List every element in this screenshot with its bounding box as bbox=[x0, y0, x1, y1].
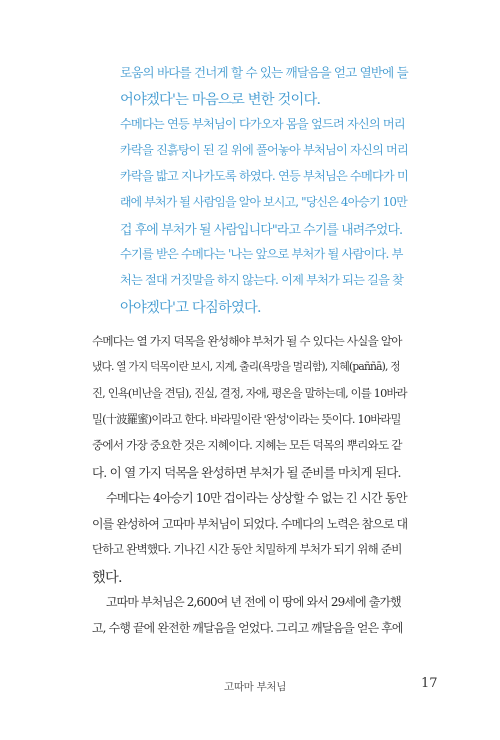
body-line-12: 고, 수행 끝에 완전한 깨달음을 얻었다. 그리고 깨달음을 얻은 후에 bbox=[92, 621, 403, 635]
body-line-4: 밀(十波羅蜜)이라고 한다. 바라밀이란 '완성'이라는 뜻이다. 10바라밀 bbox=[92, 413, 401, 426]
body-line-3: 진, 인욕(비난을 견딤), 진실, 결정, 자애, 평온을 말하는데, 이를 10바라 bbox=[92, 387, 407, 400]
blue-line-7: 겁 후에 부처가 될 사람입니다"라고 수기를 내려주었다. bbox=[120, 223, 403, 238]
blue-line-2: 어야겠다'는 마음으로 변한 것이다. bbox=[120, 92, 321, 108]
blue-line-5: 카락을 밟고 지나가도록 하였다. 연등 부처님은 수메다가 미 bbox=[120, 169, 408, 183]
page-number: 17 bbox=[421, 676, 438, 691]
blue-line-8: 수기를 받은 수메다는 '나는 앞으로 부처가 될 사람이다. 부 bbox=[120, 247, 403, 261]
blue-line-9: 처는 절대 거짓말을 하지 않는다. 이제 부처가 되는 길을 찾 bbox=[120, 273, 404, 287]
body-line-8: 이를 완성하여 고따마 부처님이 되었다. 수메다의 노력은 참으로 대 bbox=[92, 517, 408, 531]
body-line-6: 다. 이 열 가지 덕목을 완성하면 부처가 될 준비를 마치게 된다. bbox=[92, 465, 401, 480]
blue-line-4: 카락을 진흙탕이 된 길 위에 풀어놓아 부처님이 자신의 머리 bbox=[120, 143, 408, 157]
blue-line-3: 수메다는 연등 부처님이 다가오자 몸을 엎드려 자신의 머리 bbox=[120, 117, 405, 131]
blue-line-10: 아야겠다'고 다짐하였다. bbox=[120, 300, 261, 316]
body-line-7: 수메다는 4아승기 10만 겁이라는 상상할 수 없는 긴 시간 동안 bbox=[106, 491, 407, 505]
blue-line-6: 래에 부처가 될 사람임을 알아 보시고, "당신은 4아승기 10만 bbox=[120, 195, 407, 209]
body-line-5: 중에서 가장 중요한 것은 지혜이다. 지혜는 모든 덕목의 뿌리와도 같 bbox=[92, 438, 402, 452]
body-line-10: 했다. bbox=[92, 570, 122, 586]
running-title: 고따마 부처님 bbox=[224, 681, 287, 693]
blue-line-1: 로움의 바다를 건너게 할 수 있는 깨달음을 얻고 열반에 들 bbox=[120, 65, 408, 80]
body-line-2: 냈다. 열 가지 덕목이란 보시, 지계, 출리(욕망을 멀리함), 지혜(paññā), 정 bbox=[92, 360, 400, 373]
body-line-11: 고따마 부처님은 2,600여 년 전에 이 땅에 와서 29세에 출가했 bbox=[106, 595, 401, 609]
body-line-9: 단하고 완벽했다. 기나긴 시간 동안 치밀하게 부처가 되기 위해 준비 bbox=[92, 542, 402, 556]
body-line-1: 수메다는 열 가지 덕목을 완성해야 부처가 될 수 있다는 사실을 알아 bbox=[92, 334, 402, 348]
